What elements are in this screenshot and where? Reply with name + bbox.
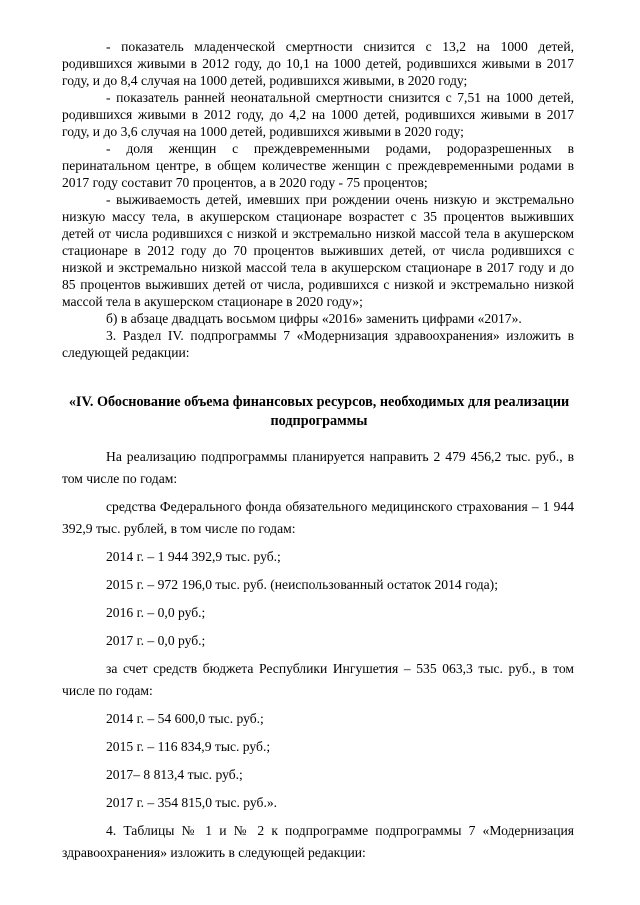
paragraph: - показатель ранней неонатальной смертности снизится с 7,51 на 1000 детей, родившихся живыми в 2012 году, до 4,2 на 1000 детей, родившихся живыми в 2017 году, и до 3,6 случая на 1000 детей, родившихся живыми в 2020 году; [62,90,574,139]
text-block-bottom [62,446,574,864]
paragraph: - показатель младенческой смертности снизится с 13,2 на 1000 детей, родившихся живыми в 2012 году, до 10,1 на 1000 детей, родившихся живыми в 2017 году, и до 8,4 случая на 1000 детей, родившихся живыми, в 2020 году; [62,39,574,88]
section-heading: «IV. Обоснование объема финансовых ресурсов, необходимых для реализации подпрограммы [68,394,570,429]
paragraph: 2015 г. – 972 196,0 тыс. руб. (неиспользованный остаток 2014 года); [106,577,498,592]
paragraph: за счет средств бюджета Республики Ингушетия – 535 063,3 тыс. руб., в том числе по годам: [62,661,574,698]
paragraph: средства Федерального фонда обязательного медицинского страхования – 1 944 392,9 тыс. рублей, в том числе по годам: [62,499,574,536]
paragraph: 4. Таблицы № 1 и № 2 к подпрограмме подпрограммы 7 «Модернизация здравоохранения» изложить в следующей редакции: [62,823,574,860]
paragraph: На реализацию подпрограммы планируется направить 2 479 456,2 тыс. руб., в том числе по годам: [62,449,574,486]
paragraph: 2017 г. – 0,0 руб.; [106,633,206,648]
paragraph: 2014 г. – 54 600,0 тыс. руб.; [106,711,264,726]
paragraph: 2015 г. – 116 834,9 тыс. руб.; [106,739,271,754]
paragraph: 3. Раздел IV. подпрограммы 7 «Модернизация здравоохранения» изложить в следующей редакции: [62,328,574,360]
paragraph: б) в абзаце двадцать восьмом цифры «2016» заменить цифрами «2017». [106,311,522,326]
paragraph: - выживаемость детей, имевших при рождении очень низкую и экстремально низкую массу тела, в акушерском стационаре возрастет с 35 процентов выживших детей от числа родившихся с низкой и экстремально низкой массой тела в акушерском стационаре в 2012 году до 70 процентов выживших детей, от числа родившихся с низкой и экстремально низкой массой тела в акушерском стационаре в 2017 году и до 85 процентов выживших детей от числа, родившихся с низкой и экстремально низкой массой тела в акушерском стационаре в 2020 году»; [62,192,574,309]
paragraph: 2017 г. – 354 815,0 тыс. руб.». [106,795,278,810]
text-block-top [62,38,574,361]
paragraph: 2017– 8 813,4 тыс. руб.; [106,767,243,782]
paragraph: 2016 г. – 0,0 руб.; [106,605,206,620]
paragraph: - доля женщин с преждевременными родами, родоразрешенных в перинатальном центре, в общем количестве женщин с преждевременными родами в 2017 году составит 70 процентов, а в 2020 году - 75 процентов; [62,141,574,190]
paragraph: 2014 г. – 1 944 392,9 тыс. руб.; [106,549,281,564]
